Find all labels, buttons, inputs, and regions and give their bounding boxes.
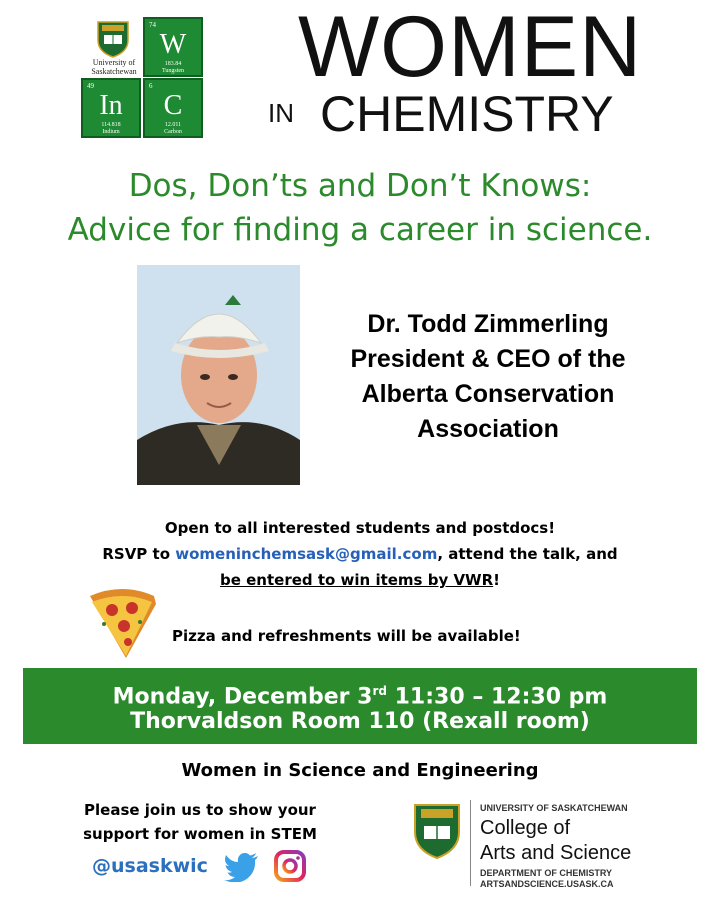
speaker-name: Dr. Todd Zimmerling [367, 310, 609, 338]
element-symbol: In [99, 90, 123, 121]
prize-end: ! [493, 571, 500, 589]
speaker-photo [137, 265, 300, 485]
university-name: University of Saskatchewan [91, 58, 137, 76]
social-handle[interactable]: @usaskwic [92, 855, 208, 877]
open-invitation: Open to all interested students and postdocs! [164, 519, 556, 537]
speaker-title-line-3: Association [417, 415, 559, 443]
event-banner [23, 668, 697, 744]
rsvp-suffix: , attend the talk, and [437, 545, 618, 563]
rsvp-email-link[interactable]: womeninchemsask@gmail.com [175, 545, 438, 563]
rsvp-line [0, 541, 720, 567]
prize-text: be entered to win items by VWR [219, 571, 494, 589]
rsvp-prefix: RSVP to [102, 545, 176, 563]
element-symbol: W [159, 29, 187, 60]
join-line-2: support for women in STEM [83, 825, 317, 843]
college-name-line-1: College of [480, 817, 571, 839]
usask-crest-icon [412, 802, 462, 860]
subtitle-line-2: Advice for finding a career in science. [67, 212, 653, 248]
atomic-mass: 183.84 [164, 61, 182, 67]
college-department: DEPARTMENT OF CHEMISTRY [480, 868, 612, 878]
atomic-number: 6 [149, 82, 153, 90]
periodic-tile-indium [81, 78, 141, 138]
twitter-icon[interactable] [224, 852, 260, 882]
element-name: Indium [102, 129, 120, 135]
usask-crest-icon [96, 20, 130, 58]
event-location: Thorvaldson Room 110 (Rexall room) [130, 709, 590, 734]
pizza-notice: Pizza and refreshments will be available! [172, 627, 521, 645]
atomic-number: 74 [149, 21, 156, 29]
college-website[interactable]: ARTSANDSCIENCE.USASK.CA [480, 879, 614, 889]
title-chemistry: CHEMISTRY [320, 86, 614, 142]
college-name-line-2: Arts and Science [480, 842, 632, 864]
speaker-title-line-2: Alberta Conservation [361, 380, 615, 408]
atomic-number: 49 [87, 82, 94, 90]
event-day-ordinal: rd [372, 684, 387, 698]
join-line-1: Please join us to show your [84, 801, 316, 819]
event-day: Monday, December 3 [112, 684, 373, 710]
pizza-icon [82, 584, 162, 664]
atomic-mass: 12.011 [164, 122, 182, 128]
college-university: UNIVERSITY OF SASKATCHEWAN [480, 803, 628, 813]
speaker-title-line-1: President & CEO of the [350, 345, 626, 373]
event-time: 11:30 – 12:30 pm [386, 684, 608, 710]
atomic-mass: 114.818 [101, 122, 121, 128]
periodic-tile-tungsten [143, 17, 203, 77]
element-name: Carbon [164, 129, 182, 135]
college-logo-divider [470, 800, 471, 886]
instagram-icon[interactable] [274, 850, 306, 882]
element-symbol: C [163, 90, 183, 121]
subtitle-line-1: Dos, Don’ts and Don’t Knows: [128, 168, 592, 204]
periodic-tile-carbon [143, 78, 203, 138]
element-name: Tungsten [161, 68, 185, 74]
title-in: IN [268, 98, 294, 128]
wise-heading: Women in Science and Engineering [181, 760, 539, 781]
title-women: WOMEN [298, 0, 643, 95]
